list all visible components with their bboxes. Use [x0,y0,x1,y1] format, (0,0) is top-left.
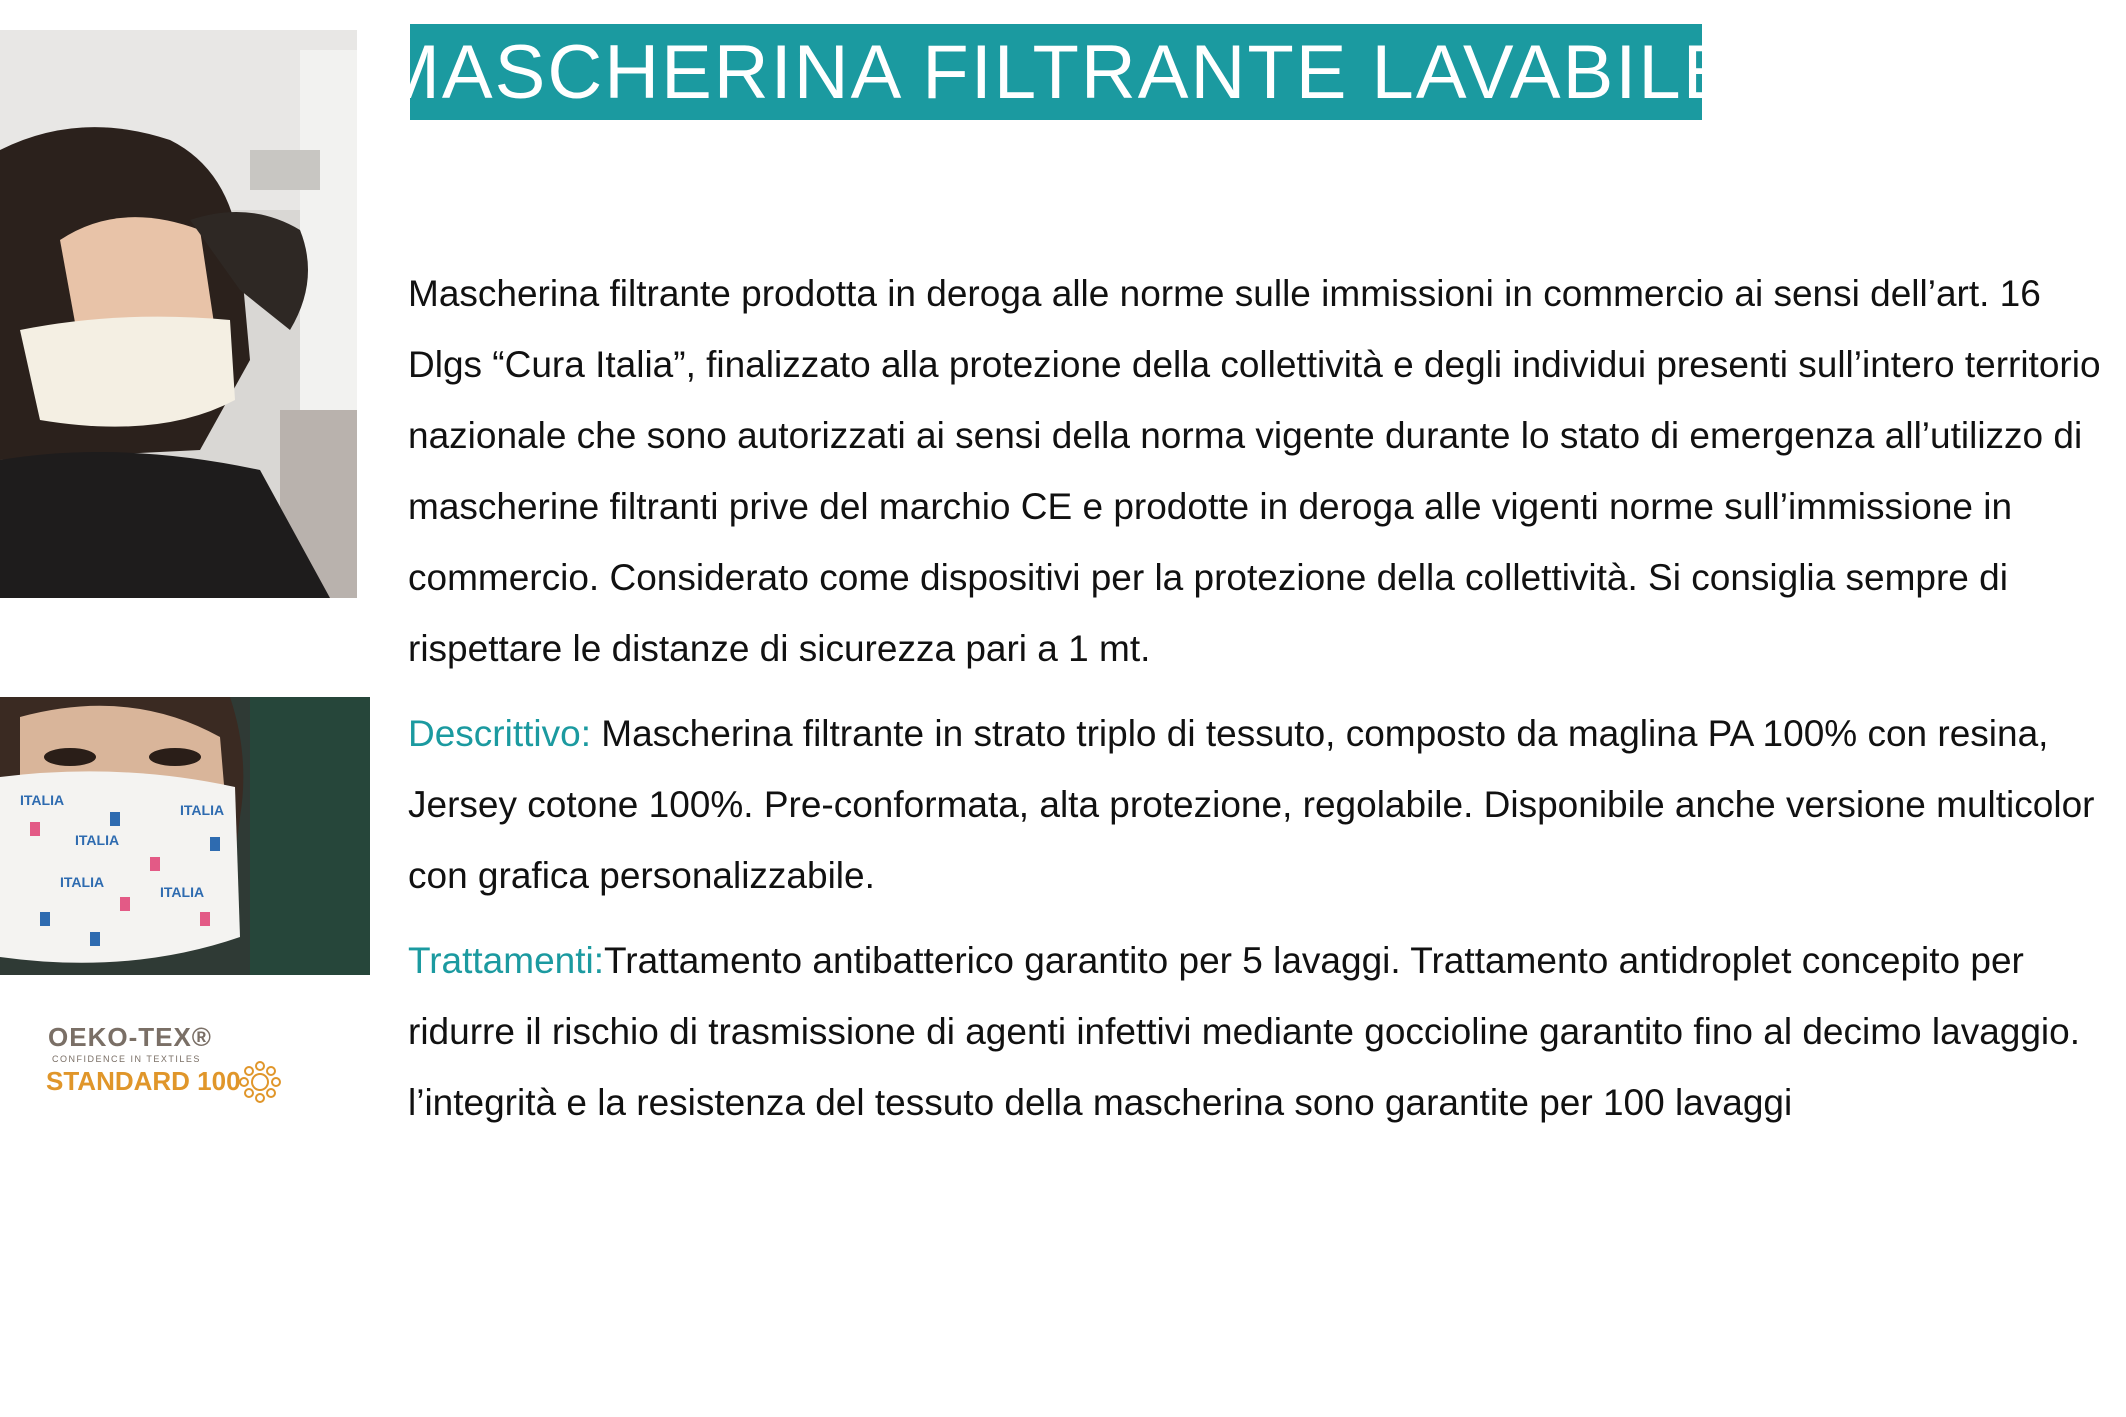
oeko-tex-name: OEKO-TEX® [48,1022,212,1052]
trattamenti-label: Trattamenti: [408,940,605,981]
mask-print-label: ITALIA [20,792,65,808]
woman-wearing-italia-mask-photo [0,697,370,975]
mask-print-label: ITALIA [60,874,105,890]
mask-print-label: ITALIA [180,802,225,818]
woman-putting-on-mask-photo [0,30,357,598]
oeko-tex-standard: STANDARD 100 [46,1066,241,1096]
trattamenti-paragraph [408,925,2108,1138]
intro-paragraph: Mascherina filtrante prodotta in deroga alle norme sulle immissioni in commercio ai sensi dell’art. 16 Dlgs “Cura Italia”, finalizzato alla protezione della collettività e degli individui presenti sull’intero territorio nazionale che sono autorizzati ai sensi della norma vigente durante lo stato di emergenza all’utilizzo di mascherine filtranti prive del marchio CE e prodotte in deroga alle vigenti norme sull’immissione in commercio. Considerato come dispositivi per la protezione della collettività. Si consiglia sempre di rispettare le distanze di sicurezza pari a 1 mt. [408,273,2101,669]
descrittivo-text: Mascherina filtrante in strato triplo di tessuto, composto da maglina PA 100% con resina, Jersey cotone 100%. Pre-conformata, alta protezione, regolabile. Disponibile anche versione multicolor con grafica personalizzabile. [408,713,2095,896]
product-description [408,258,2108,1138]
mask-print-label: ITALIA [75,832,120,848]
page-title: MASCHERINA FILTRANTE LAVABILE [410,24,1702,120]
mask-print-label: ITALIA [160,884,205,900]
oeko-tex-logo [44,1022,284,1102]
oeko-tex-tagline: CONFIDENCE IN TEXTILES [52,1054,201,1064]
descrittivo-label: Descrittivo: [408,713,591,754]
trattamenti-text: Trattamento antibatterico garantito per 5 lavaggi. Trattamento antidroplet concepito per ridurre il rischio di trasmissione di agenti infettivi mediante goccioline garantito fino al decimo lavaggio. l’integrità e la resistenza del tessuto della mascherina sono garantite per 100 lavaggi [408,940,2081,1123]
oeko-tex-emblem-icon [236,1058,284,1106]
descrittivo-paragraph [408,698,2108,911]
